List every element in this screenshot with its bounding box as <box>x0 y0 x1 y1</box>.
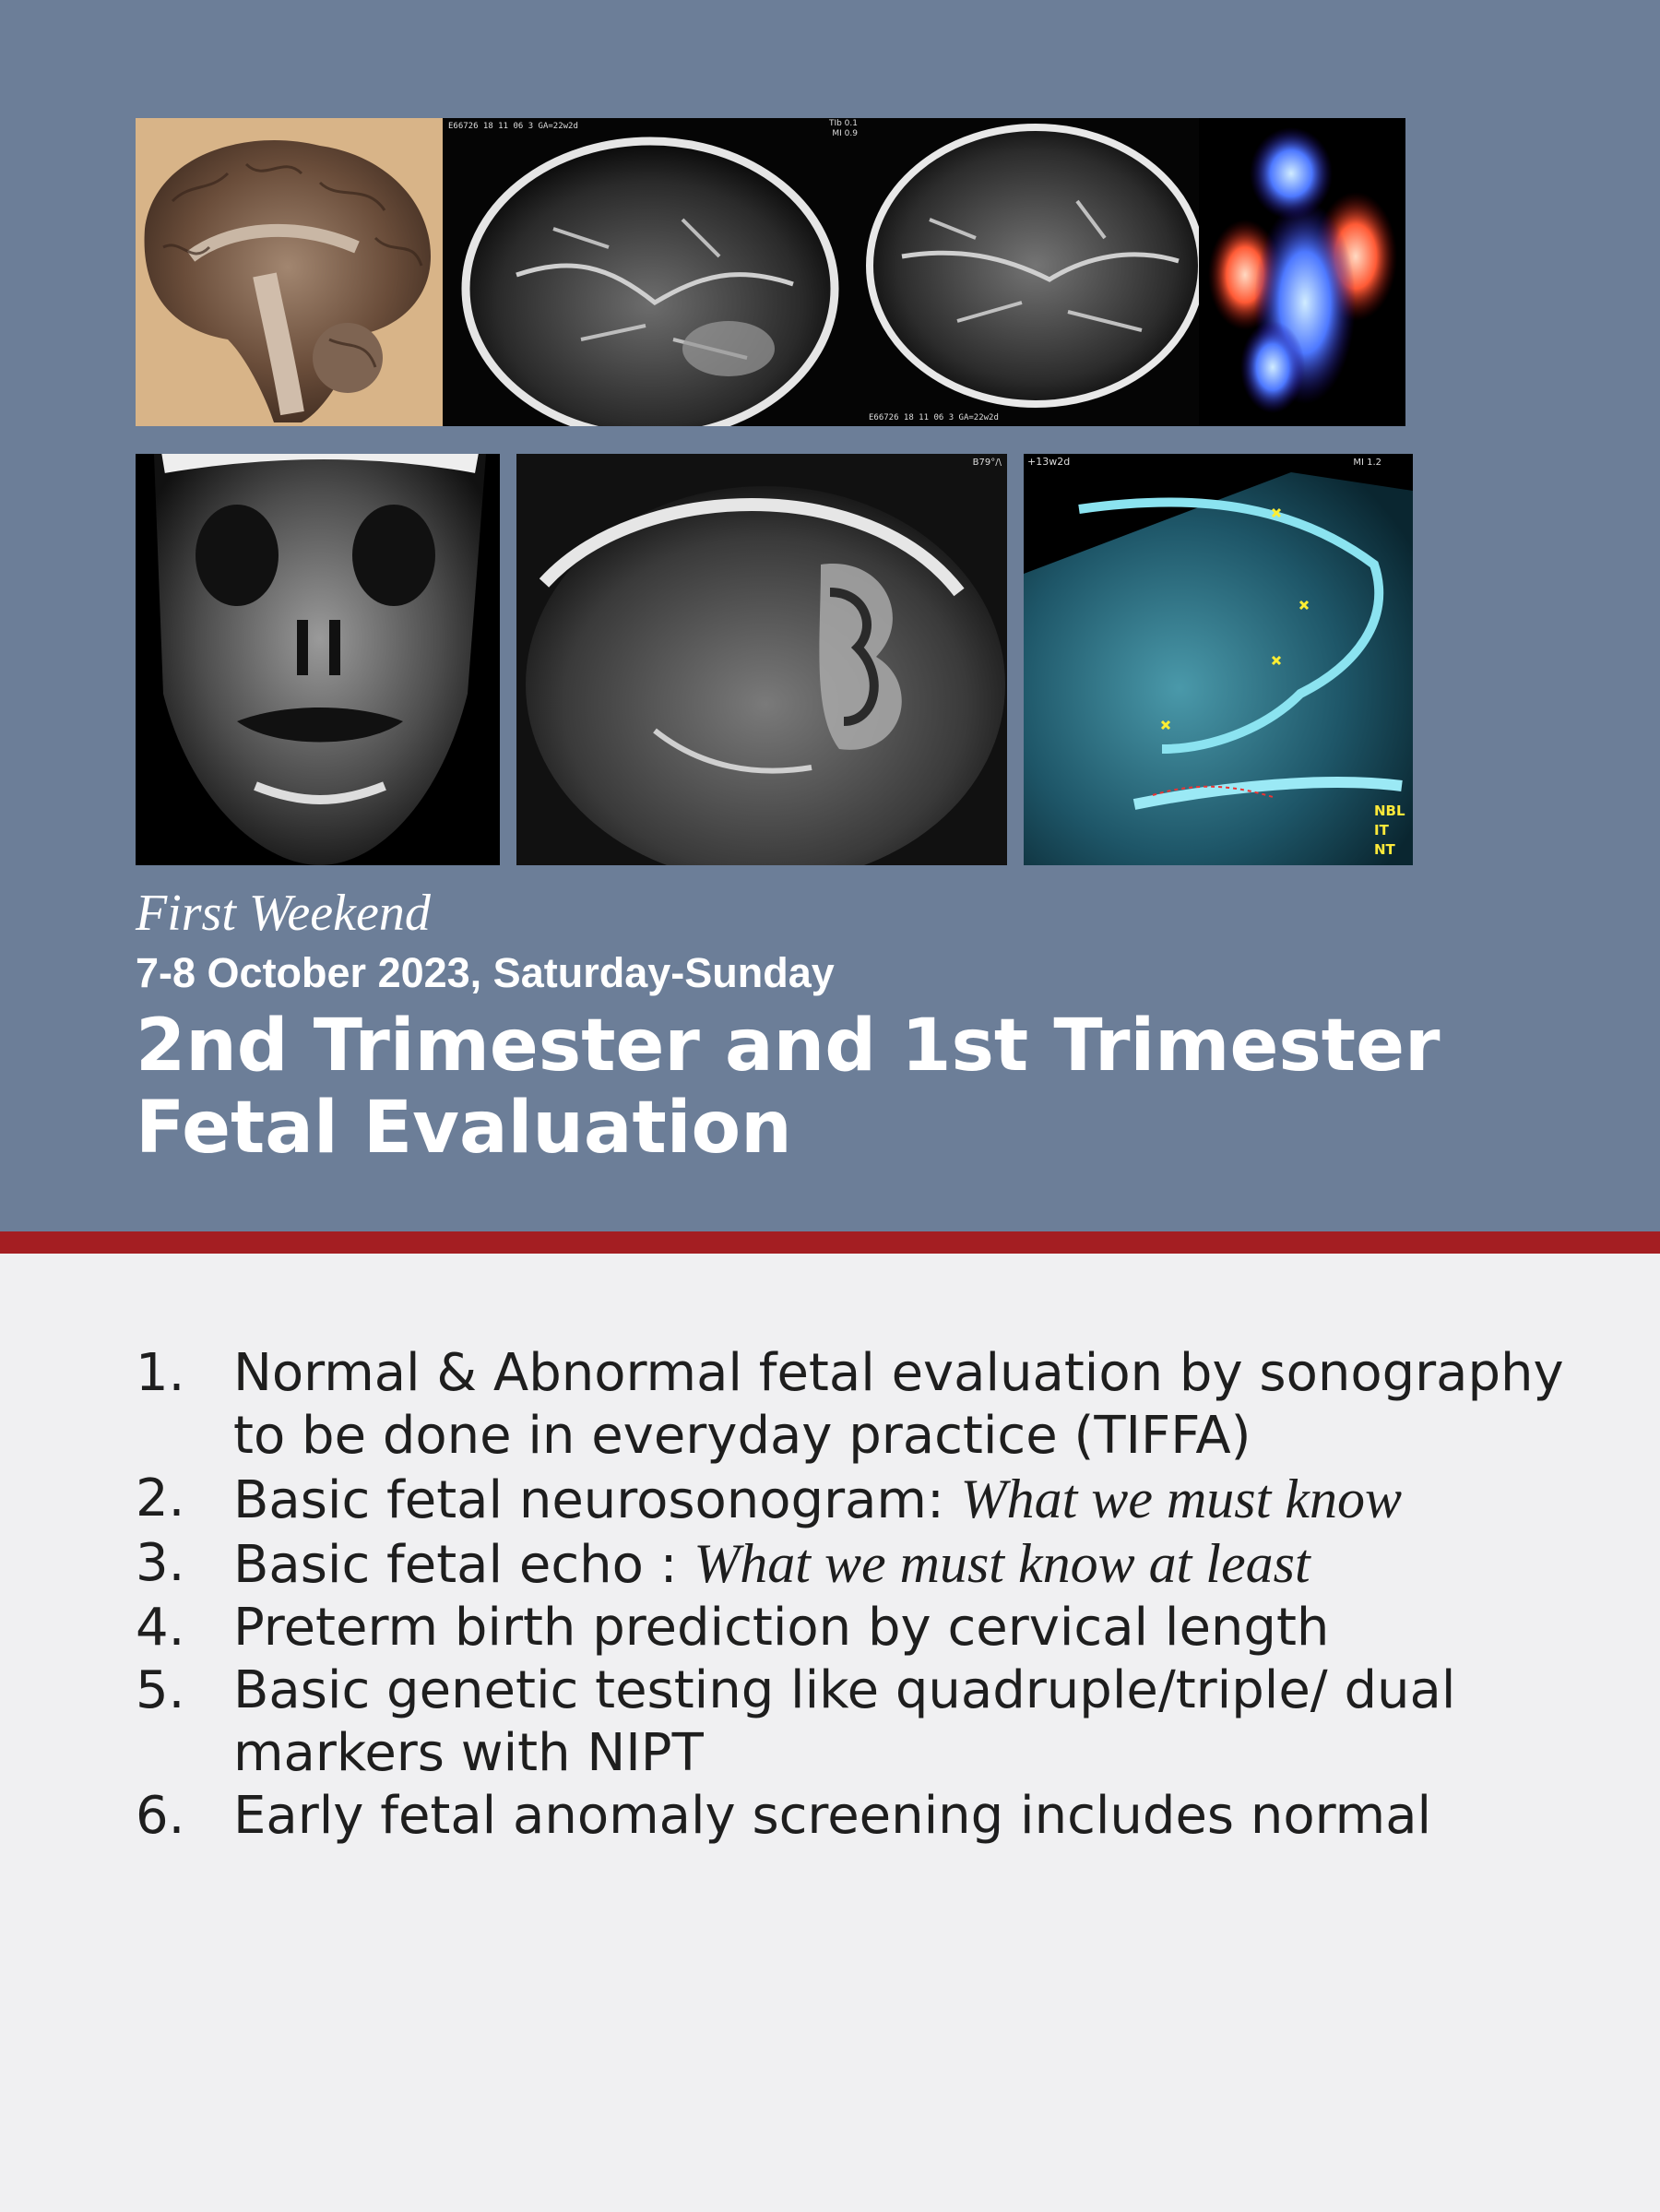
topic-item <box>136 1532 1574 1597</box>
topic-text: Basic fetal echo : <box>233 1535 694 1595</box>
usg-blue-measure-labels <box>1374 802 1411 860</box>
usg1-mi-text: MI 0.9 <box>832 129 858 138</box>
brain-specimen-photo <box>136 118 443 426</box>
topic-item <box>136 1785 1574 1848</box>
topic-number: 6. <box>136 1786 185 1846</box>
usg2-footer-text: E66726 18 11 06 3 GA=22w2d <box>869 413 999 422</box>
fetal-heart-doppler-image <box>1199 118 1405 426</box>
ultrasound-axial-head-2 <box>865 118 1199 426</box>
event-date: 7-8 October 2023, Saturday-Sunday <box>136 949 835 996</box>
topic-number: 4. <box>136 1598 185 1658</box>
nbl-label: NBL <box>1374 803 1405 819</box>
usg1-tib-text: TIb 0.1 <box>828 119 858 128</box>
usg-mid-angle-text: B79°/\ <box>972 458 1002 468</box>
topic-item <box>136 1659 1574 1785</box>
ultrasound-sagittal-brain-image <box>516 454 1007 865</box>
ultrasound-3d-face-image <box>136 454 500 865</box>
usg1-header-text: E66726 18 11 06 3 GA=22w2d <box>448 122 578 131</box>
usg-blue-mi-text: MI 1.2 <box>1353 458 1381 468</box>
topic-number: 3. <box>136 1533 185 1593</box>
topic-text: Early fetal anomaly screening includes normal <box>233 1786 1432 1846</box>
topic-list <box>136 1342 1574 1848</box>
ultrasound-blue-nt-image <box>1024 454 1413 865</box>
accent-divider <box>0 1231 1660 1254</box>
nt-label: NT <box>1374 841 1395 858</box>
topic-item <box>136 1597 1574 1659</box>
topic-item <box>136 1468 1574 1532</box>
topic-number: 1. <box>136 1343 185 1403</box>
topic-text: Preterm birth prediction by cervical length <box>233 1598 1330 1658</box>
topic-text: Normal & Abnormal fetal evaluation by sonography to be done in everyday practice (TIFFA) <box>233 1343 1564 1466</box>
weekend-label: First Weekend <box>136 885 431 942</box>
ultrasound-axial-head-1 <box>443 118 865 426</box>
topic-number: 5. <box>136 1660 185 1720</box>
usg-blue-ga-text: +13w2d <box>1027 456 1071 468</box>
page-title <box>136 1005 1519 1170</box>
topic-italic-text: What we must know at least <box>694 1533 1310 1594</box>
page-title-line1: 2nd Trimester and 1st Trimester <box>136 1005 1441 1088</box>
it-label: IT <box>1374 822 1389 838</box>
topic-item <box>136 1342 1574 1468</box>
page-title-line2: Fetal Evaluation <box>136 1087 792 1170</box>
topic-text: Basic fetal neurosonogram: <box>233 1470 961 1530</box>
topic-text: Basic genetic testing like quadruple/triple/ dual markers with NIPT <box>233 1660 1456 1783</box>
topic-italic-text: What we must know <box>960 1469 1402 1529</box>
topic-number: 2. <box>136 1469 185 1528</box>
